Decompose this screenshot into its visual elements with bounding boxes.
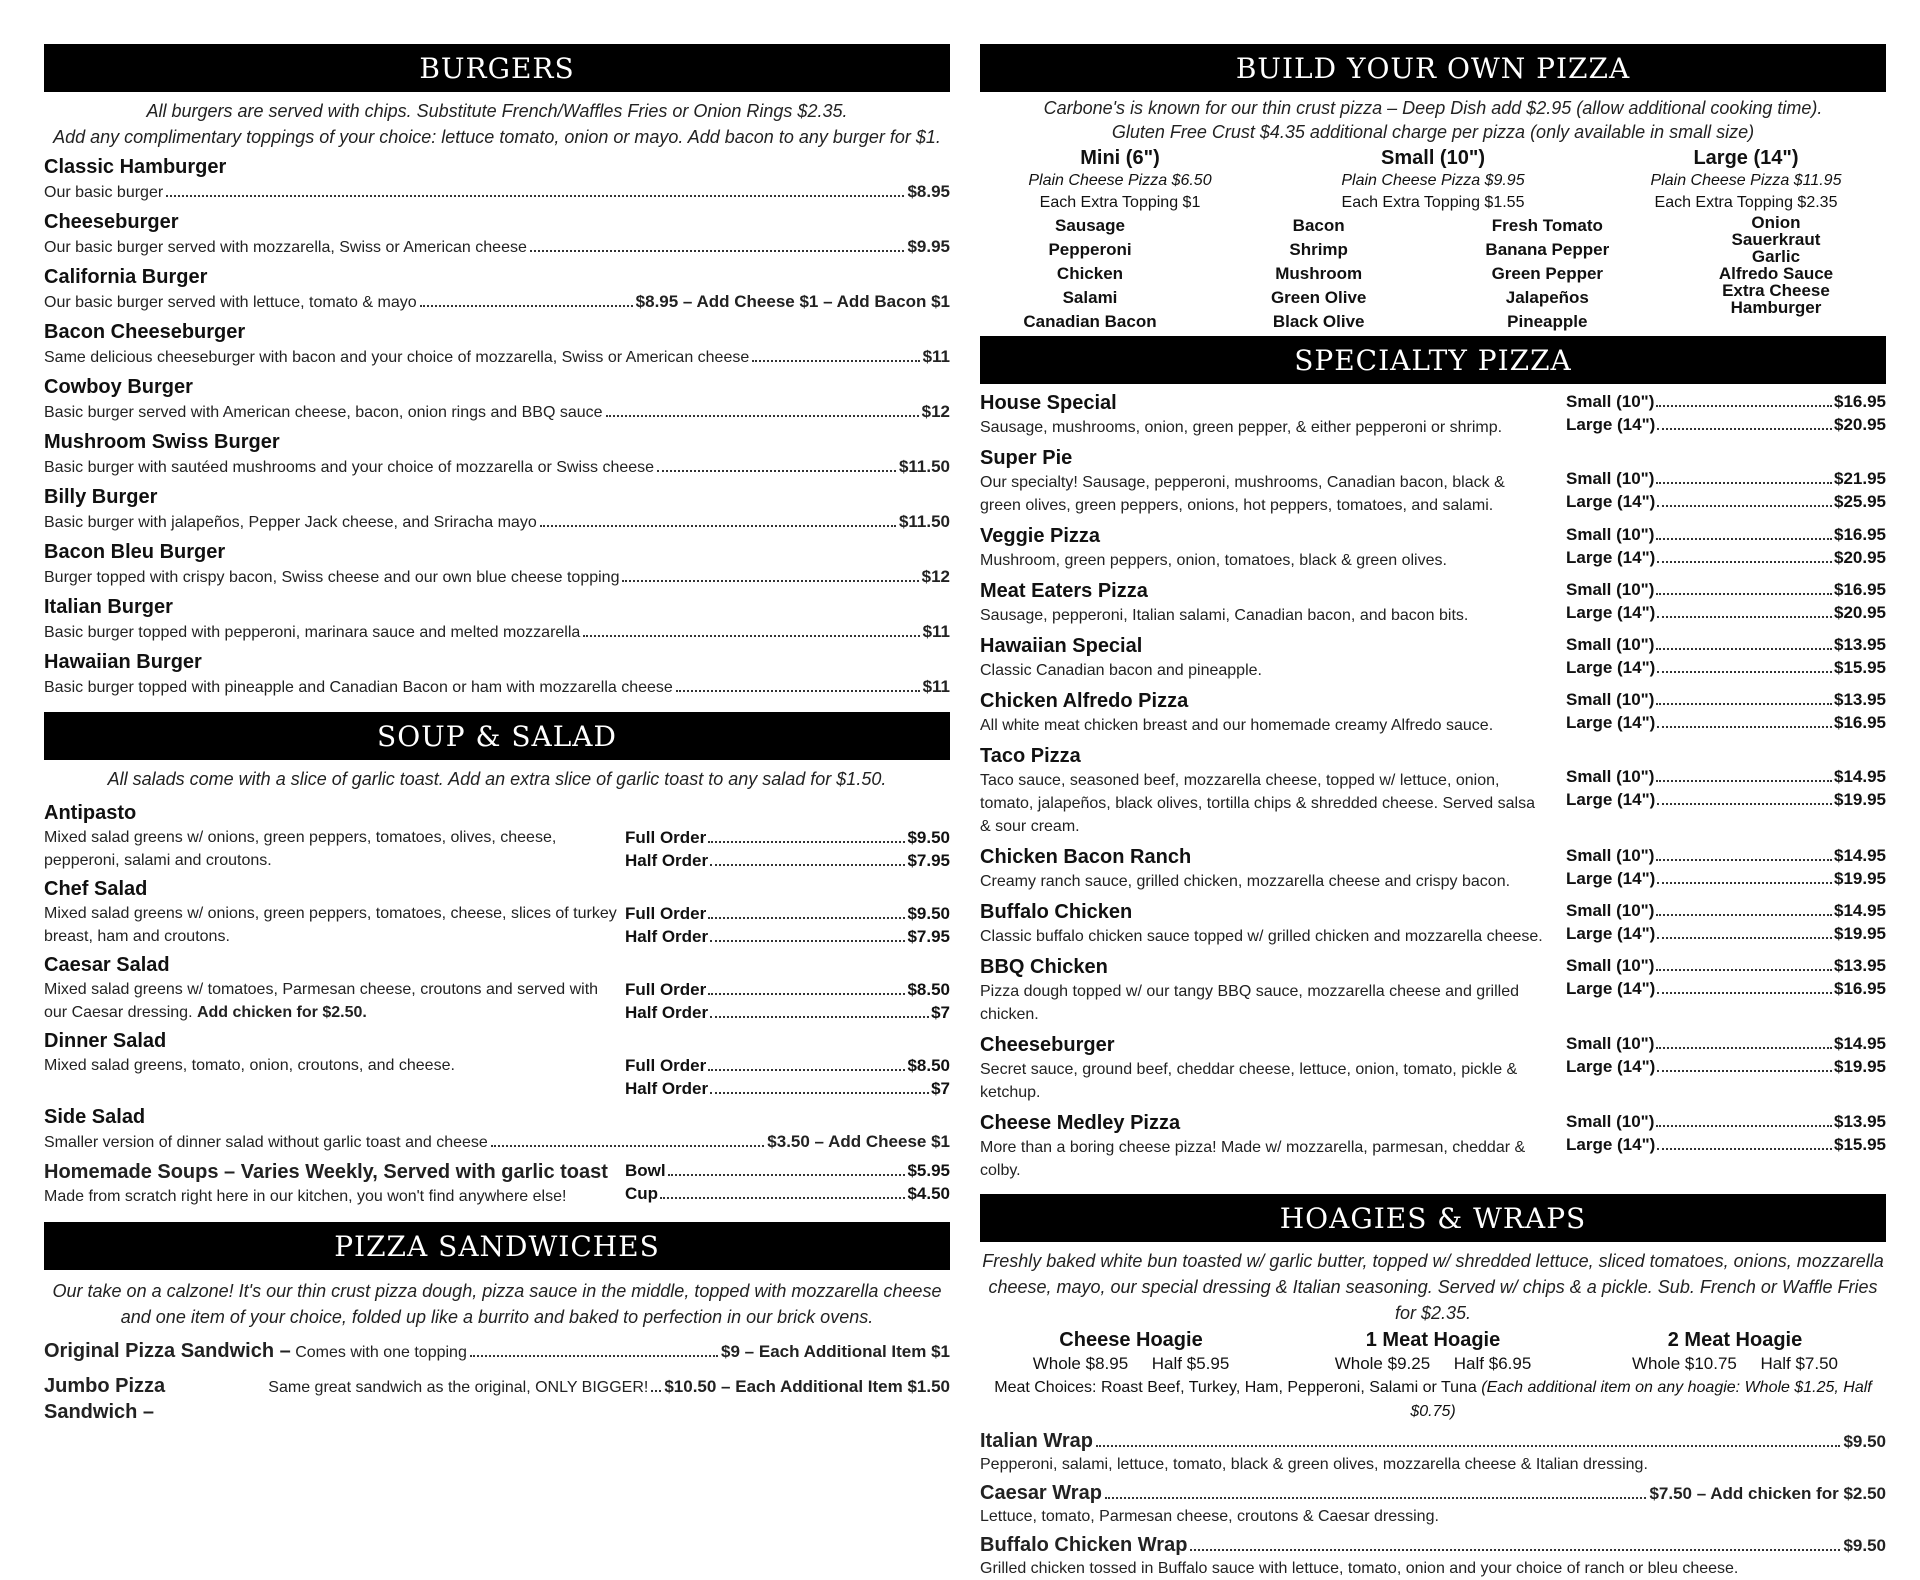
menu-item: Chicken Alfredo Pizza All white meat chicken breast and our homemade creamy Alfredo sauce. Small (10") $13.95 Large (14") $16.95 [980, 690, 1886, 734]
meat-choices: Meat Choices: Roast Beef, Turkey, Ham, Pepperoni, Salami or Tuna (Each additional item on any hoagie: Whole $1.25, Half $0.75) [994, 1379, 1872, 1420]
burger-list [44, 154, 950, 700]
menu-item: Dinner Salad Mixed salad greens, tomato, onion, croutons, and cheese. Full Order $8.50 Half Order $7 [44, 1030, 950, 1098]
menu-item: Chicken Bacon Ranch Creamy ranch sauce, grilled chicken, mozzarella cheese and crispy bacon. Small (10") $14.95 Large (14") $19.95 [980, 846, 1886, 890]
pizza-sandwiches-intro: Our take on a calzone! It's our thin crust pizza dough, pizza sauce in the middle, topped with mozzarella cheese and one item of your choice, folded up like a burrito and baked to perfection in our brick ovens. [52, 1281, 942, 1327]
salad-list [44, 800, 950, 1208]
menu-item: Bacon Bleu Burger Burger topped with crispy bacon, Swiss cheese and our own blue cheese topping $12 [44, 541, 950, 586]
pizza-sandwiches-header: PIZZA SANDWICHES [44, 1222, 950, 1270]
menu-item: Chef Salad Mixed salad greens w/ onions, green peppers, tomatoes, cheese, slices of turkey breast, ham and croutons. Full Order $9.50 Half Order $7.95 [44, 878, 950, 946]
menu-item: Caesar Wrap $7.50 – Add chicken for $2.50 Lettuce, tomato, Parmesan cheese, croutons & Caesar dressing. [980, 1482, 1886, 1525]
hoagie-size: 1 Meat Hoagie Whole $9.25 Half $6.95 [1334, 1329, 1532, 1373]
menu-item: Hawaiian Burger Basic burger topped with pineapple and Canadian Bacon or ham with mozzarella cheese $11 [44, 651, 950, 696]
menu-item: Meat Eaters Pizza Sausage, pepperoni, Italian salami, Canadian bacon, and bacon bits. Small (10") $16.95 Large (14") $20.95 [980, 580, 1886, 624]
menu-item: Super Pie Our specialty! Sausage, pepperoni, mushrooms, Canadian bacon, black & green olives, green peppers, onions, hot peppers, tomatoes, and salami. Small (10") $21.95 Large (14") $25.95 [980, 447, 1886, 514]
hoagies-intro: Freshly baked white bun toasted w/ garlic butter, topped w/ shredded lettuce, sliced tomatoes, onions, mozzarella cheese, mayo, our special dressing & Italian seasoning. Served w/ chips & a pickle. Sub. French or Waffle Fries for $2.35. [982, 1251, 1884, 1323]
soup-salad-intro: All salads come with a slice of garlic toast. Add an extra slice of garlic toast to any salad for $1.50. [107, 769, 887, 789]
byo-pizza-header: BUILD YOUR OWN PIZZA [980, 44, 1886, 92]
menu-item: Taco Pizza Taco sauce, seasoned beef, mozzarella cheese, topped w/ lettuce, onion, tomato, jalapeños, black olives, tortilla chips & shredded cheese. Served salsa & sour cream. Small (10") $14.95 Large (14") $19.95 [980, 745, 1886, 835]
menu-item: Cheeseburger Secret sauce, ground beef, cheddar cheese, lettuce, onion, tomato, pickle & ketchup. Small (10") $14.95 Large (14") $19.95 [980, 1034, 1886, 1101]
hoagie-size: Cheese Hoagie Whole $8.95 Half $5.95 [1032, 1329, 1230, 1373]
right-column [980, 44, 1886, 1580]
menu-item: House Special Sausage, mushrooms, onion, green pepper, & either pepperoni or shrimp. Small (10") $16.95 Large (14") $20.95 [980, 392, 1886, 436]
menu-item: Bacon Cheeseburger Same delicious cheeseburger with bacon and your choice of mozzarella, Swiss or American cheese $11 [44, 321, 950, 366]
menu-item: California Burger Our basic burger served with lettuce, tomato & mayo $8.95 – Add Cheese $1 – Add Bacon $1 [44, 266, 950, 311]
pizza-size: Large (14") Plain Cheese Pizza $11.95 Each Extra Topping $2.35 [1650, 147, 1842, 211]
hoagies-wraps-header: HOAGIES & WRAPS [980, 1194, 1886, 1242]
specialty-pizza-header: SPECIALTY PIZZA [980, 336, 1886, 384]
byo-pizza-intro: Carbone's is known for our thin crust pizza – Deep Dish add $2.95 (allow additional cooking time). Gluten Free Crust $4.35 additional charge per pizza (only available in small size) [1043, 98, 1823, 142]
menu-item: Mushroom Swiss Burger Basic burger with sautéed mushrooms and your choice of mozzarella or Swiss cheese $11.50 [44, 431, 950, 476]
menu-item: Homemade Soups – Varies Weekly, Served with garlic toast Made from scratch right here in our kitchen, you won't find anywhere else! Bowl $5.95 Cup $4.50 [44, 1161, 950, 1205]
menu-item: Italian Burger Basic burger topped with pepperoni, marinara sauce and melted mozzarella $11 [44, 596, 950, 641]
menu-item: Original Pizza Sandwich – Comes with one topping $9 – Each Additional Item $1 [44, 1340, 950, 1362]
menu-item: Italian Wrap $9.50 Pepperoni, salami, lettuce, tomato, black & green olives, mozzarella cheese & Italian dressing. [980, 1430, 1886, 1473]
burgers-header: BURGERS [44, 44, 950, 92]
menu-item: BBQ Chicken Pizza dough topped w/ our tangy BBQ sauce, mozzarella cheese and grilled chicken. Small (10") $13.95 Large (14") $16.95 [980, 956, 1886, 1023]
burgers-intro: All burgers are served with chips. Substitute French/Waffles Fries or Onion Rings $2.35. Add any complimentary toppings of your choice: lettuce tomato, onion or mayo. Add bacon to any burger for $1. [53, 101, 941, 147]
pizza-size-list [980, 146, 1886, 214]
menu-item: Cheese Medley Pizza More than a boring cheese pizza! Made w/ mozzarella, parmesan, cheddar & colby. Small (10") $13.95 Large (14") $15.95 [980, 1112, 1886, 1179]
menu-item: Buffalo Chicken Wrap $9.50 Grilled chicken tossed in Buffalo sauce with lettuce, tomato, onion and your choice of ranch or bleu cheese. [980, 1534, 1886, 1577]
menu-item: Buffalo Chicken Classic buffalo chicken sauce topped w/ grilled chicken and mozzarella cheese. Small (10") $14.95 Large (14") $19.95 [980, 901, 1886, 945]
menu-item: Caesar Salad Mixed salad greens w/ tomatoes, Parmesan cheese, croutons and served with our Caesar dressing. Add chicken for $2.50. Full Order $8.50 Half Order $7 [44, 954, 950, 1022]
pizza-size: Mini (6") Plain Cheese Pizza $6.50 Each Extra Topping $1 [1028, 147, 1212, 211]
menu-item: Classic Hamburger Our basic burger $8.95 [44, 156, 950, 201]
topping-list: Sausage Pepperoni Chicken Salami Canadian Bacon Bacon Shrimp Mushroom Green Olive Black Olive Fresh Tomato Banana Pepper Green Pepper Jalapeños Pineapple Onion Sauerkraut Garlic Alfredo Sauce Extra Cheese Hamburger [1023, 213, 1834, 331]
hoagie-size-list [980, 1328, 1886, 1376]
left-column [44, 44, 950, 1425]
menu-item: Jumbo Pizza Sandwich – Same great sandwich as the original, ONLY BIGGER! $10.50 – Each Additional Item $1.50 [44, 1375, 950, 1423]
menu-item: Side Salad Smaller version of dinner salad without garlic toast and cheese $3.50 – Add Cheese $1 [44, 1106, 950, 1151]
menu-item: Cowboy Burger Basic burger served with American cheese, bacon, onion rings and BBQ sauce $12 [44, 376, 950, 421]
specialty-list [980, 390, 1886, 1182]
pizza-size: Small (10") Plain Cheese Pizza $9.95 Each Extra Topping $1.55 [1341, 147, 1525, 211]
wrap-list [980, 1428, 1886, 1580]
menu-item: Antipasto Mixed salad greens w/ onions, green peppers, tomatoes, olives, cheese, pepperoni, salami and croutons. Full Order $9.50 Half Order $7.95 [44, 802, 950, 870]
menu-item: Veggie Pizza Mushroom, green peppers, onion, tomatoes, black & green olives. Small (10") $16.95 Large (14") $20.95 [980, 525, 1886, 569]
menu-item: Hawaiian Special Classic Canadian bacon and pineapple. Small (10") $13.95 Large (14") $15.95 [980, 635, 1886, 679]
soup-salad-header: SOUP & SALAD [44, 712, 950, 760]
hoagie-size: 2 Meat Hoagie Whole $10.75 Half $7.50 [1631, 1329, 1839, 1373]
menu-item: Billy Burger Basic burger with jalapeños, Pepper Jack cheese, and Sriracha mayo $11.50 [44, 486, 950, 531]
menu-item: Cheeseburger Our basic burger served with mozzarella, Swiss or American cheese $9.95 [44, 211, 950, 256]
